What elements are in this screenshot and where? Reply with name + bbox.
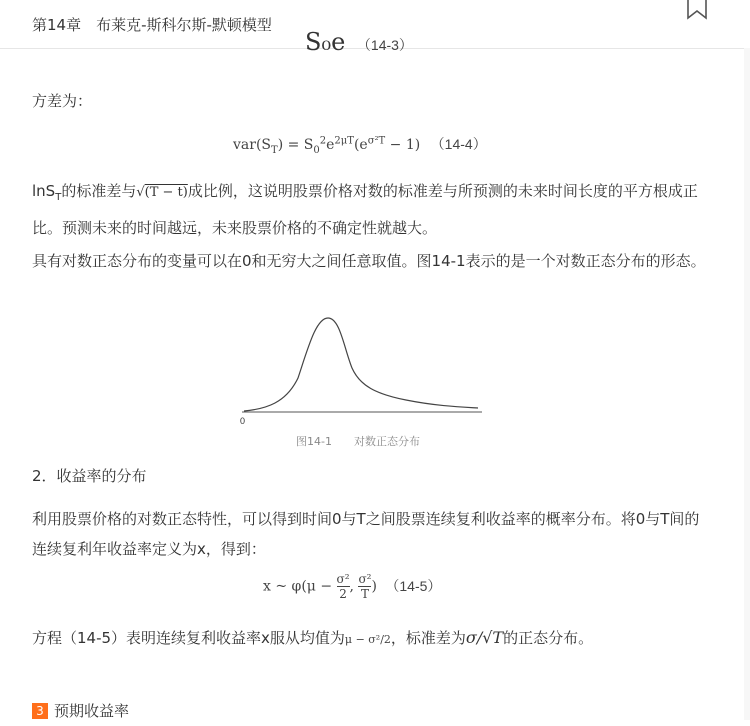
formula-14-5-number: （14-5）	[385, 577, 442, 594]
lognormal-distribution-figure	[236, 318, 492, 428]
std-expression: σ/√T	[465, 628, 504, 647]
section-2-heading: 2．收益率的分布	[32, 467, 147, 485]
formula-var-lhs: var(S	[233, 137, 272, 153]
sqrt-expression: √(T − t)	[136, 185, 188, 200]
formula-14-4-number: （14-4）	[430, 136, 487, 152]
chapter-title: 第14章 布莱克-斯科尔斯-默顿模型	[32, 16, 272, 34]
sqrt-radicand: (T − t)	[144, 185, 188, 200]
article-body	[0, 28, 744, 720]
origin-label: 0	[240, 416, 246, 426]
formula-14-3-expression: S₀e	[305, 28, 346, 56]
scrollbar[interactable]	[744, 48, 750, 720]
bookmark-icon[interactable]	[686, 0, 708, 20]
eq5-text-2: ，标准差为	[390, 629, 466, 647]
mean-expression: μ − σ²/2	[344, 633, 391, 646]
section-number-badge: 3	[32, 703, 48, 719]
formula-var-rhs: ) = S	[277, 137, 314, 153]
eq5-explanation-paragraph	[32, 623, 712, 655]
eq5-text-1: 方程（14-5）表明连续复利收益率x服从均值为	[32, 629, 345, 647]
ln-std-paragraph	[32, 176, 712, 243]
eq5-text-3: 的正态分布。	[503, 629, 594, 647]
formula-14-3	[305, 28, 435, 70]
ln-std-text-1: lnS	[32, 182, 56, 200]
formula-14-4: $var(S_T) = S_0^2e^{2\mu T}(e^{\sigma^2T} - 1)$ （14-4）	[233, 135, 487, 156]
ln-std-text-3: 成比例，这说明股票价格对数的标准差与所预测的未来时间长度的平方根成正比。预测未来的时间越远，未来股票价格的不确定性就越大。	[32, 182, 698, 237]
figure-caption: 图14-1 对数正态分布	[296, 435, 420, 448]
ln-std-sub: T	[55, 192, 62, 203]
formula-var-sub: T	[271, 144, 278, 156]
ln-std-text-2: 的标准差与	[61, 182, 137, 200]
section-3-heading	[32, 696, 712, 726]
variance-label: 方差为：	[32, 92, 93, 110]
lognormal-intro-paragraph: 具有对数正态分布的变量可以在0和无穷大之间任意取值。图14-1表示的是一个对数正态分布的形态。	[32, 252, 706, 270]
return-paragraph: 利用股票价格的对数正态特性，可以得到时间0与T之间股票连续复利收益率的概率分布。将0与T间的连续复利年收益率定义为x，得到：	[32, 510, 700, 558]
section-3-title: 预期收益率	[54, 702, 130, 720]
formula-14-5: x ~ φ(μ − $\frac{\text{σ²}}{2}$ , $\frac{\text{σ²}}{T}$ ) （14-5）	[263, 572, 442, 601]
lognormal-curve	[244, 318, 478, 411]
formula-14-3-number: （14-3）	[356, 37, 413, 53]
